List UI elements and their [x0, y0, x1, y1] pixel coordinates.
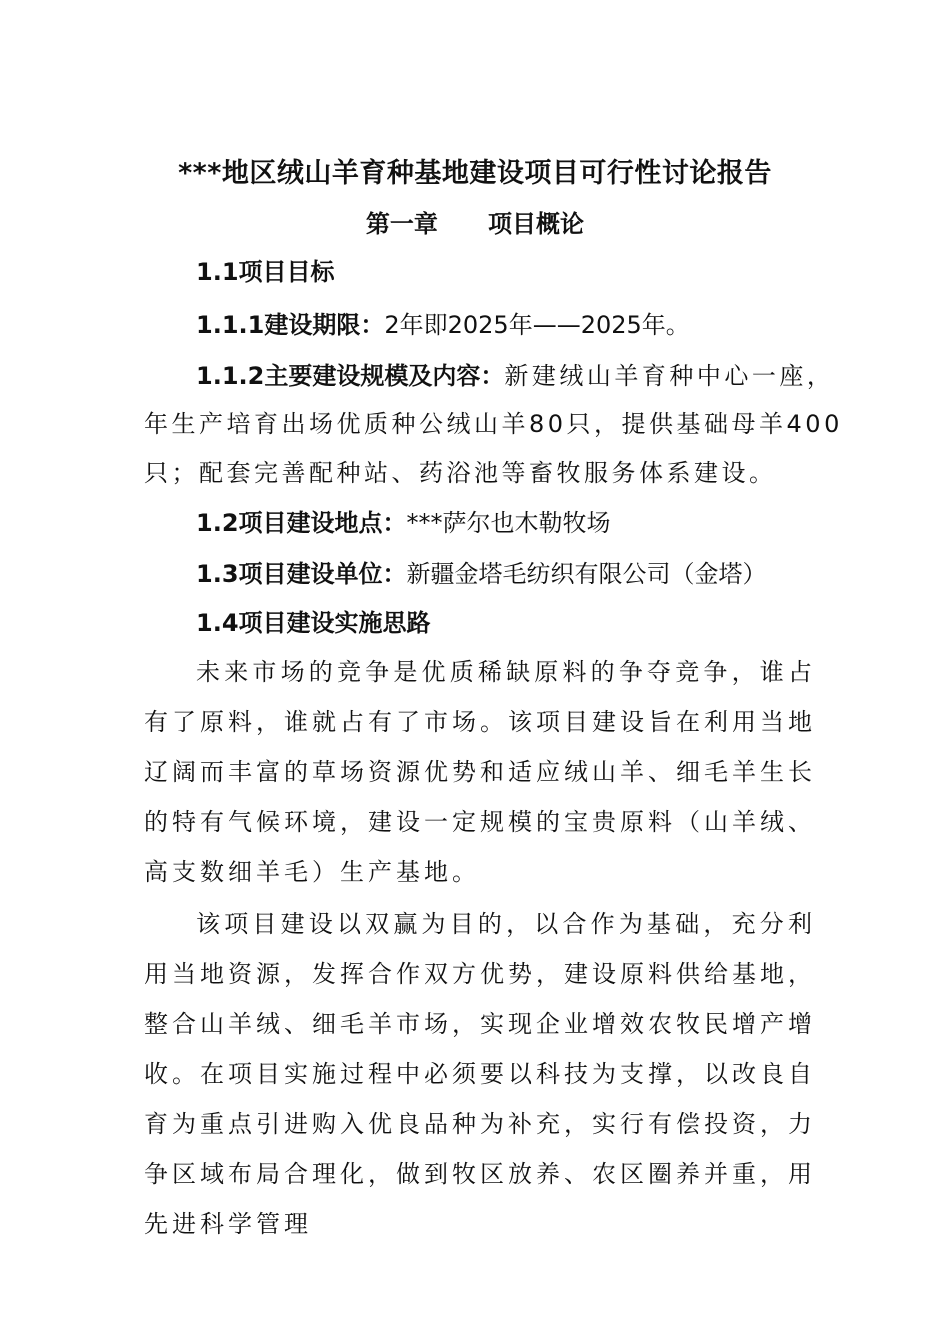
section-1-2-label: 1.2项目建设地点：: [196, 509, 407, 537]
section-heading-1-4: 1.4项目建设实施思路: [196, 609, 431, 637]
section-heading-1-1: 1.1项目目标: [196, 258, 335, 286]
section-1-3: [196, 554, 767, 594]
item-1-1-2-line2: 年生产培育出场优质种公绒山羊80只，提供基础母羊400: [144, 410, 843, 438]
document-title: ***地区绒山羊育种基地建设项目可行性讨论报告: [178, 158, 772, 189]
item-1-1-2-line1: 新建绒山羊育种中心一座，: [504, 362, 835, 390]
item-1-1-2-label: 1.1.2主要建设规模及内容：: [196, 362, 505, 390]
paragraph-1: 未来市场的竞争是优质稀缺原料的争夺竞争，谁占有了原料，谁就占有了市场。该项目建设旨在利用当地辽阔而丰富的草场资源优势和适应绒山羊、细毛羊生长的特有气候环境，建设一定规模的宝贵原料（山羊绒、高支数细羊毛）生产基地。: [144, 658, 816, 886]
item-1-1-1-label: 1.1.1建设期限：: [196, 311, 385, 339]
chapter-heading: 第一章 项目概论: [365, 210, 585, 238]
section-1-3-text: 新疆金塔毛纺织有限公司（金塔）: [406, 560, 767, 588]
section-1-3-label: 1.3项目建设单位：: [196, 560, 407, 588]
paragraph-2: 该项目建设以双赢为目的，以合作为基础，充分利用当地资源，发挥合作双方优势，建设原料供给基地，整合山羊绒、细毛羊市场，实现企业增效农牧民增产增收。在项目实施过程中必须要以科技为支撑，以改良自育为重点引进购入优良品种为补充，实行有偿投资，力争区域布局合理化，做到牧区放养、农区圈养并重，用先进科学管理: [144, 910, 816, 1238]
section-1-2: [196, 503, 611, 543]
section-1-2-text: ***萨尔也木勒牧场: [406, 509, 611, 537]
item-1-1-2-line3: 只；配套完善配种站、药浴池等畜牧服务体系建设。: [144, 459, 777, 487]
item-1-1-2: [196, 356, 834, 396]
item-1-1-1-text: 2年即2025年——2025年。: [384, 311, 690, 339]
item-1-1-1: [196, 305, 690, 345]
